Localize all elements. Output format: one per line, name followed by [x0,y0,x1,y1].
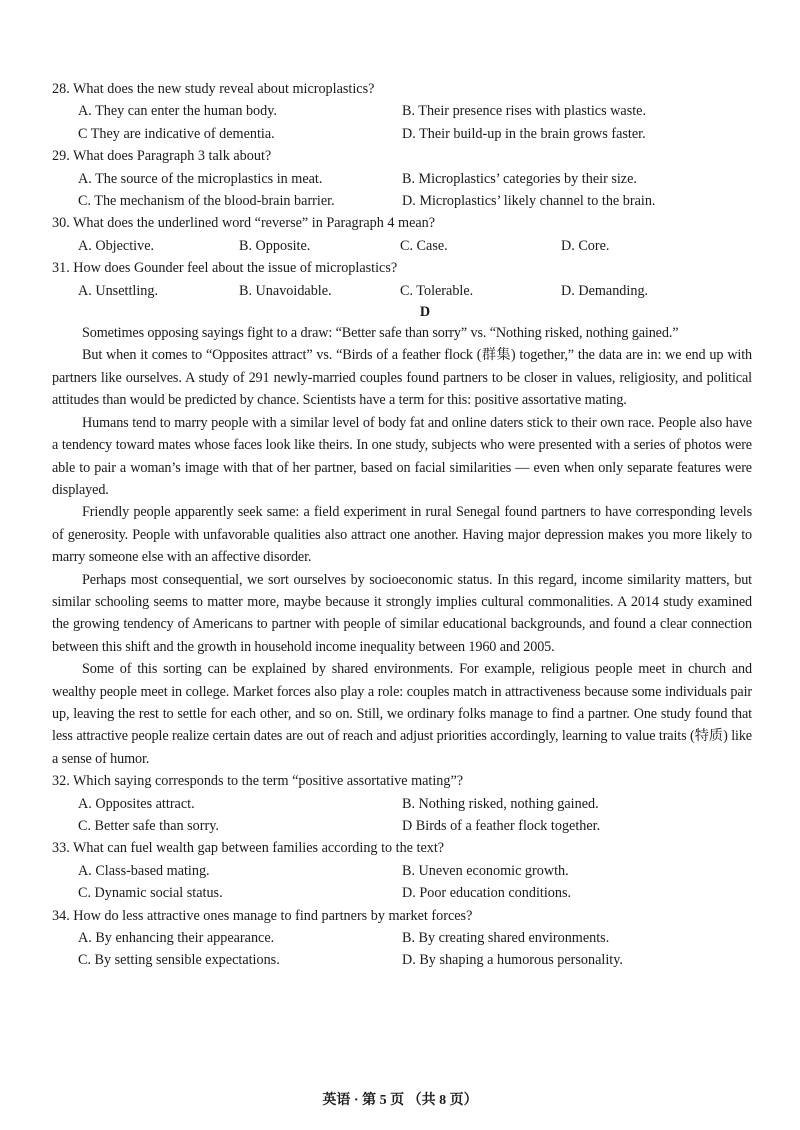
option-d: D. Core. [561,237,610,254]
question-28 [52,78,752,145]
option-c: C. By setting sensible expectations. [78,952,280,969]
option-a: A. By enhancing their appearance. [78,930,275,947]
option-a: A. Objective. [78,237,155,254]
passage-paragraph-6: Some of this sorting can be explained by shared environments. For example, religious people meet in church and wealthy people meet in college. Market forces also play a role: couples match in attractiveness because some individuals pair up, leaving the rest to settle for each other, and so on. Still, we ordinary folks manage to find a partner. One study found that less attractive people realize certain dates are out of reach and adjust priorities accordingly, learning to value traits (特质) like a sense of humor. [52,661,752,767]
option-c: C. Tolerable. [400,282,474,299]
passage-paragraph-2: But when it comes to “Opposites attract” vs. “Birds of a feather flock (群集) together,” the data are in: we end up with partners like ourselves. A study of 291 newly-married couples found partners to be closer in values, religiosity, and political attitudes than would be predicted by chance. Scientists have a term for this: positive assortative mating. [52,347,752,409]
passage-paragraph-3: Humans tend to marry people with a similar level of body fat and online daters stick to their own race. People also have a tendency toward mates whose faces look like theirs. In one study, subjects who were presented with a series of photos were able to pair a woman’s image with that of her partner, based on facial similarities — even when only separate features were displayed. [52,414,752,498]
question-stem: 29. What does Paragraph 3 talk about? [52,148,272,165]
option-b: B. Uneven economic growth. [402,862,569,879]
option-b: B. Nothing risked, nothing gained. [402,795,599,812]
option-d: D. Their build-up in the brain grows faster. [402,125,646,142]
option-d: D Birds of a feather flock together. [402,818,601,834]
option-b: B. Unavoidable. [239,282,332,299]
question-31 [52,257,752,302]
option-d: D. Microplastics’ likely channel to the brain. [402,193,656,210]
option-d: D. By shaping a humorous personality. [402,952,623,969]
option-a: A. Unsettling. [78,282,158,299]
question-stem: 30. What does the underlined word “reverse” in Paragraph 4 mean? [52,215,436,232]
passage-paragraph-4: Friendly people apparently seek same: a field experiment in rural Senegal found partners to have corresponding levels of generosity. People with unfavorable qualities also attract one another. Having major depression makes you more likely to marry someone else with an affective disorder. [52,504,752,566]
option-a: A. They can enter the human body. [78,103,277,120]
question-stem: 31. How does Gounder feel about the issue of microplastics? [52,260,398,277]
option-c: C. Better safe than sorry. [78,818,219,834]
question-33 [52,837,752,904]
page-content [52,78,752,972]
question-30 [52,212,752,257]
option-c: C. Dynamic social status. [78,885,223,902]
option-c: C They are indicative of dementia. [78,125,275,142]
question-stem: 32. Which saying corresponds to the term “positive assortative mating”? [52,773,464,790]
passage-paragraph-5: Perhaps most consequential, we sort ourselves by socioeconomic status. In this regard, income similarity matters, but similar schooling seems to matter more, maybe because it strongly implies cultural commonalities. A 2014 study examined the growing tendency of Americans to partner with people of similar educational backgrounds, and found a clear connection between this shift and the growth in household income inequality between 1960 and 2005. [52,571,752,655]
passage-paragraph-1: Sometimes opposing sayings fight to a draw: “Better safe than sorry” vs. “Nothing risked, nothing gained.” [82,325,679,342]
option-a: A. Opposites attract. [78,795,195,812]
question-34 [52,905,752,972]
option-b: B. Opposite. [239,237,311,254]
option-b: B. Microplastics’ categories by their size. [402,170,637,187]
question-32 [52,770,752,837]
option-b: B. By creating shared environments. [402,930,610,947]
option-c: C. The mechanism of the blood-brain barrier. [78,193,335,210]
option-d: D. Poor education conditions. [402,885,572,902]
section-heading: D [419,304,431,321]
question-stem: 33. What can fuel wealth gap between families according to the text? [52,840,445,857]
option-c: C. Case. [400,237,448,254]
option-a: A. Class-based mating. [78,862,210,879]
option-b: B. Their presence rises with plastics waste. [402,103,647,120]
question-stem: 28. What does the new study reveal about microplastics? [52,81,375,97]
option-a: A. The source of the microplastics in meat. [78,170,323,187]
page-footer: 英语 · 第 5 页 （共 8 页） [322,1093,478,1108]
question-stem: 34. How do less attractive ones manage to find partners by market forces? [52,907,473,924]
option-d: D. Demanding. [561,282,649,299]
question-29 [52,145,752,212]
